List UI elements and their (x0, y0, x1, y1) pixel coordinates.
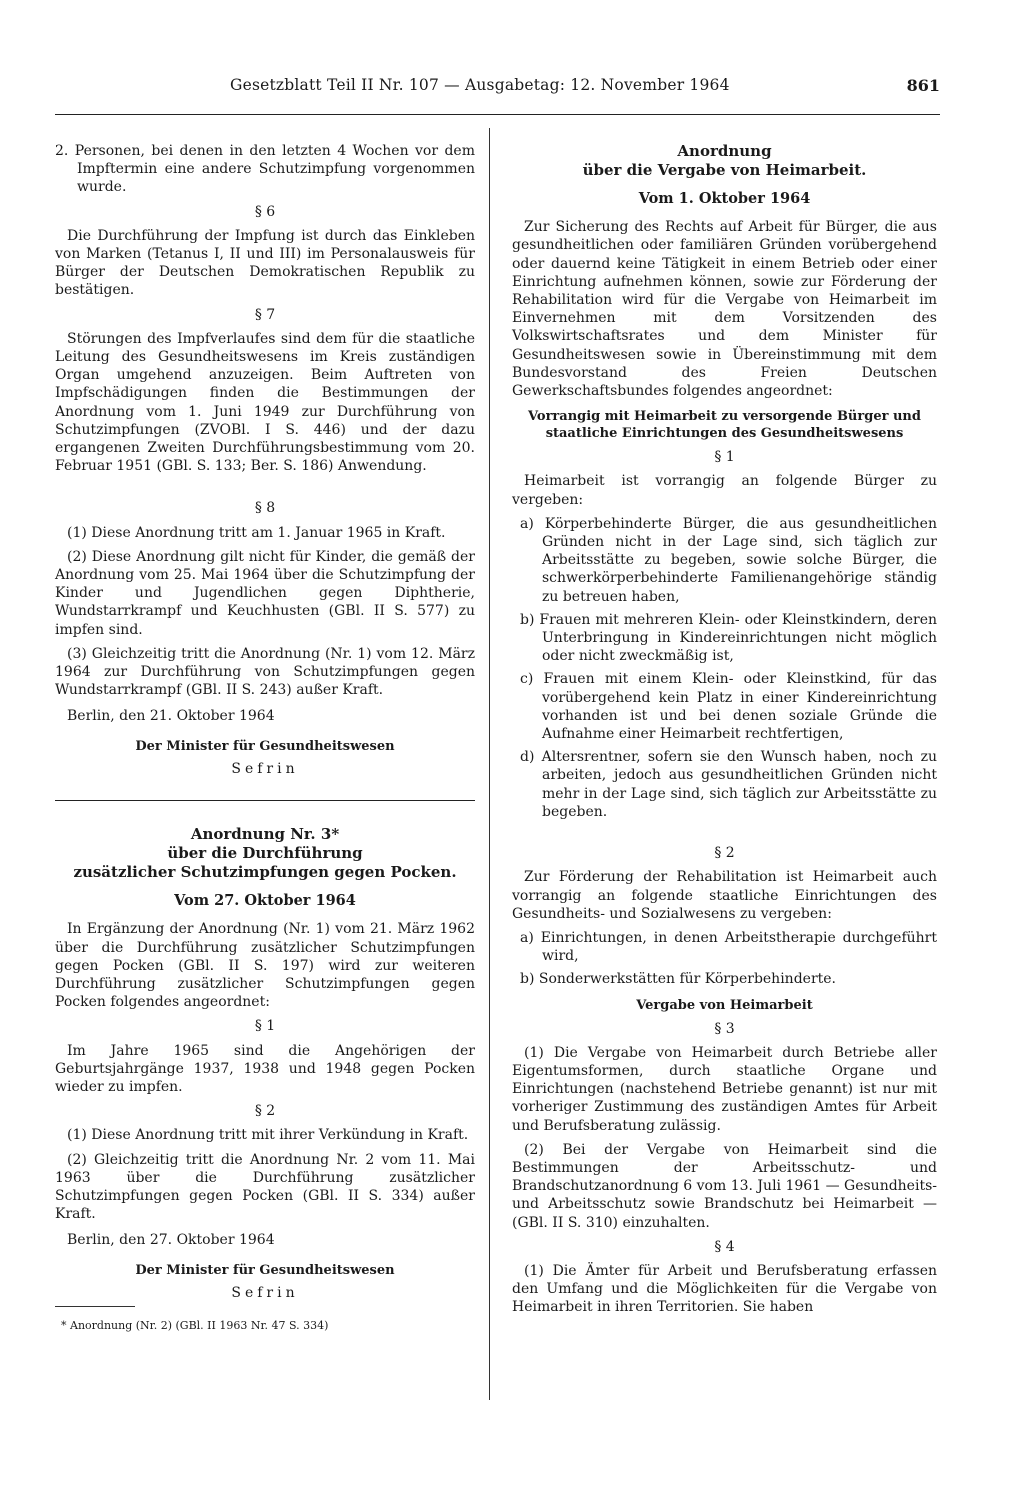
paragraph-text: In Ergänzung der Anordnung (Nr. 1) vom 21. März 1962 über die Durchführung zusätzlicher Schutzimpfungen gegen Pocken (GBl. II S. 197) wird zur weiteren Durchführung zusätzlicher Schutzimpfungen gegen Pocken folgendes angeordnet: (55, 921, 475, 1011)
list-item: b) Sonderwerkstätten für Körperbehinderte. (520, 971, 836, 988)
footnote-rule (55, 1306, 135, 1307)
paragraph-heading: § 6 (254, 203, 276, 220)
page-number: 861 (906, 76, 940, 95)
footnote: * Anordnung (Nr. 2) (GBl. II 1963 Nr. 47 S. 334) (61, 1318, 329, 1332)
paragraph-text: (1) Diese Anordnung tritt mit ihrer Verkündung in Kraft. (67, 1127, 469, 1144)
column-divider (489, 128, 490, 1400)
paragraph-text: Zur Sicherung des Rechts auf Arbeit für Bürger, die aus gesundheitlichen oder familiären Gründen vorübergehend oder dauernd keine Tätigkeit in einem Betrieb oder einer Einrichtung aufnehmen können, sowie zur Förderung der Rehabilitation wird für die Vergabe von Heimarbeit im Einvernehmen mit dem Vorsitzenden des Volkswirtschaftsrates und dem Minister für Gesundheitswesen sowie in Übereinstimmung mit dem Bundesvorstand des Freien Deutschen Gewerkschaftsbundes folgendes angeordnet: (512, 219, 937, 400)
paragraph-text: Im Jahre 1965 sind die Angehörigen der Geburtsjahrgänge 1937, 1938 und 1948 gegen Pocken wieder zu impfen. (55, 1042, 475, 1095)
list-item: c) Frauen mit einem Klein- oder Kleinstkind, für das vorübergehend kein Platz in einer Kindereinrichtung vorhanden ist und bei denen soziale Gründe die Aufnahme einer Heimarbeit rechtfertigen, (520, 671, 937, 743)
paragraph-text: (2) Diese Anordnung gilt nicht für Kinder, die gemäß der Anordnung vom 25. Mai 1964 über die Schutzimpfung der Kinder und Jugendlichen gegen Diphtherie, Wundstarrkrampf und Keuchhusten (GBl. II S. 577) zu impfen sind. (55, 548, 475, 638)
signature: Sefrin (231, 1284, 299, 1301)
list-item: d) Altersrentner, sofern sie den Wunsch haben, noch zu arbeiten, jedoch aus gesundheitlichen Gründen nicht mehr in der Lage sind, sich täglich zur Arbeitsstätte zu begeben. (520, 749, 937, 820)
paragraph-heading: § 4 (714, 1238, 735, 1255)
paragraph-text: Heimarbeit ist vorrangig an folgende Bürger zu vergeben: (512, 473, 937, 508)
list-item: b) Frauen mit mehreren Klein- oder Kleinstkindern, deren Unterbringung in Kindereinrichtungen nicht möglich oder nicht zweckmäßig ist, (520, 611, 937, 665)
paragraph-text: Die Durchführung der Impfung ist durch das Einkleben von Marken (Tetanus I, II und III) im Personalausweis für Bürger der Deutschen Demokratischen Republik zu bestätigen. (55, 227, 475, 299)
running-title: Gesetzblatt Teil II Nr. 107 — Ausgabetag: 12. November 1964 (230, 76, 730, 94)
paragraph-text: (2) Gleichzeitig tritt die Anordnung Nr. 2 vom 11. Mai 1963 über die Durchführung zusätzlicher Schutzimpfungen gegen Pocken (GBl. II S. 334) außer Kraft. (55, 1151, 475, 1223)
section-separator (55, 800, 475, 801)
header-rule (55, 114, 940, 115)
paragraph-text: (3) Gleichzeitig tritt die Anordnung (Nr. 1) vom 12. März 1964 zur Durchführung von Schutzimpfungen gegen Wundstarrkrampf (GBl. II S. 243) außer Kraft. (55, 645, 475, 699)
section-title: Anordnung (677, 142, 772, 160)
list-item: 2. Personen, bei denen in den letzten 4 Wochen vor dem Impftermin eine andere Schutzimpfung vorgenommen wurde. (55, 143, 475, 196)
signature: Sefrin (231, 760, 299, 777)
left-column (55, 142, 475, 1333)
paragraph-heading: § 8 (254, 500, 276, 517)
subheading: Vorrangig mit Heimarbeit zu versorgende Bürger und staatliche Einrichtungen des Gesundheitswesens (528, 409, 921, 442)
paragraph-heading: § 2 (714, 845, 735, 862)
paragraph-text: (1) Die Ämter für Arbeit und Berufsberatung erfassen den Umfang und die Möglichkeiten für die Vergabe von Heimarbeit in ihren Territorien. Sie haben (512, 1262, 937, 1316)
list-item: a) Einrichtungen, in denen Arbeitstherapie durchgeführt wird, (520, 929, 937, 965)
dateline: Berlin, den 27. Oktober 1964 (67, 1232, 275, 1249)
section-title: über die Vergabe von Heimarbeit. (582, 161, 867, 179)
section-title: über die Durchführung (167, 844, 363, 863)
paragraph-text: (1) Die Vergabe von Heimarbeit durch Betriebe aller Eigentumsformen, durch staatliche Organe und Einrichtungen (nachstehend Betriebe genannt) ist nur mit vorheriger Zustimmung des zuständigen Amtes für Arbeit und Berufsberatung zulässig. (512, 1044, 937, 1134)
signer-title: Der Minister für Gesundheitswesen (135, 738, 395, 754)
subheading: Vergabe von Heimarbeit (636, 997, 813, 1013)
paragraph-heading: § 1 (714, 449, 735, 466)
list-item: a) Körperbehinderte Bürger, die aus gesundheitlichen Gründen nicht in der Lage sind, sich täglich zur Arbeitsstätte zu begeben, sowie solche Bürger, die schwerkörperbehinderte Familienangehörige ständig zu betreuen haben, (520, 515, 937, 605)
section-title: zusätzlicher Schutzimpfungen gegen Pocken. (73, 863, 457, 882)
section-date: Vom 1. Oktober 1964 (638, 190, 811, 207)
section-title: Anordnung Nr. 3* (190, 825, 340, 844)
paragraph-text: Zur Förderung der Rehabilitation ist Heimarbeit auch vorrangig an folgende staatliche Einrichtungen des Gesundheits- und Sozialwesens zu vergeben: (512, 869, 937, 922)
paragraph-heading: § 1 (254, 1018, 276, 1035)
paragraph-text: (2) Bei der Vergabe von Heimarbeit sind die Bestimmungen der Arbeitsschutz- und Brandschutzanordnung 6 vom 13. Juli 1961 — Gesundheits- und Arbeitsschutz sowie Brandschutz bei Heimarbeit — (GBl. II S. 310) einzuhalten. (512, 1141, 937, 1231)
signer-title: Der Minister für Gesundheitswesen (135, 1262, 395, 1278)
right-column (512, 142, 937, 1323)
page-header (55, 76, 940, 106)
paragraph-text: (1) Diese Anordnung tritt am 1. Januar 1965 in Kraft. (67, 524, 446, 541)
paragraph-text: Störungen des Impfverlaufes sind dem für die staatliche Leitung des Gesundheitswesens im Kreis zuständigen Organ umgehend anzuzeigen. Beim Auftreten von Impfschädigungen finden die Bestimmungen der Anordnung vom 1. Juni 1949 zur Durchführung von Schutzimpfungen (ZVOBl. I S. 446) und der dazu ergangenen Zweiten Durchführungsbestimmung vom 20. Februar 1951 (GBl. S. 133; Ber. S. 186) Anwendung. (55, 330, 475, 475)
section-date: Vom 27. Oktober 1964 (174, 892, 356, 910)
paragraph-heading: § 3 (714, 1020, 735, 1037)
paragraph-heading: § 7 (254, 306, 276, 323)
paragraph-heading: § 2 (254, 1103, 276, 1120)
dateline: Berlin, den 21. Oktober 1964 (67, 708, 275, 725)
